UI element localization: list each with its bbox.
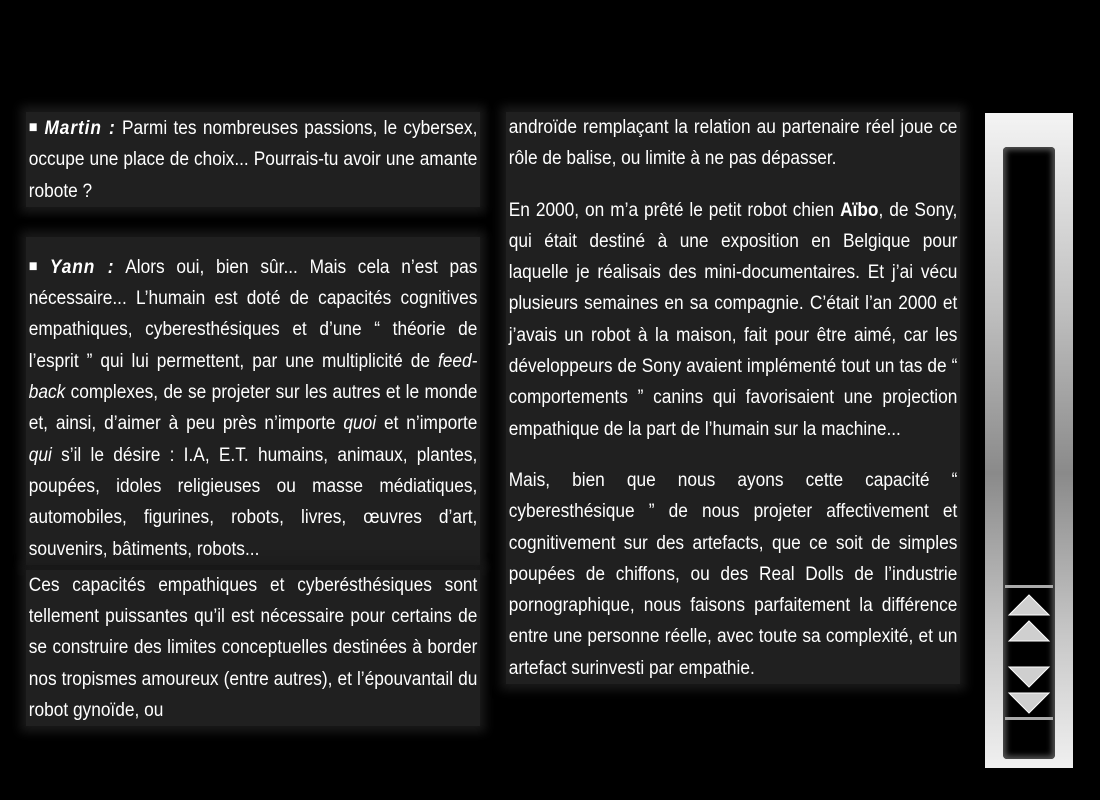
left-text-column bbox=[26, 112, 480, 726]
speaker-martin: Martin : bbox=[44, 118, 116, 139]
right-paragraph-2 bbox=[509, 195, 958, 445]
scroll-top-icon bbox=[1007, 593, 1051, 617]
scroll-down-icon bbox=[1007, 665, 1051, 689]
bullet-square-icon: ■ bbox=[28, 119, 40, 136]
answer-em-feedback: feed-back bbox=[28, 350, 478, 404]
scroll-bottom-line bbox=[1005, 717, 1053, 720]
answer-text-3: et n’importe bbox=[383, 413, 478, 435]
right-paragraph-1: androïde remplaçant la relation au partenaire réel joue ce rôle de balise, ou limite à ne pas dépasser. bbox=[508, 117, 958, 170]
answer-block bbox=[26, 237, 480, 565]
scroll-bottom-icon bbox=[1007, 691, 1051, 715]
answer-text-2: complexes, de se projeter sur les autres et le monde et, ainsi, d’aimer à peu près n’importe bbox=[28, 382, 478, 435]
aibo-name: Aïbo bbox=[840, 199, 879, 221]
scroll-up-icon bbox=[1007, 619, 1051, 643]
answer-text-1: Alors oui, bien sûr... Mais cela n’est pas nécessaire... L’humain est doté de capacités cognitives empathiques, cyberesthésiques et d’une “ théorie de l’esprit ” qui lui permettent, par une multiplicité de bbox=[28, 256, 478, 372]
right-paragraph-3: Mais, bien que nous ayons cette capacité “ cyberesthésique ” de nous projeter affectivement et cognitivement sur des artefacts, que ce soit de simples poupées de chiffons, ou des Real Dolls de l’industrie pornographique, nous faisons parfaitement la différence entre une personne réelle, avec toute sa complexité, et un artefact surinvesti par empathie. bbox=[508, 469, 958, 679]
paragraph-block bbox=[26, 570, 480, 726]
scroll-down-button[interactable] bbox=[1007, 665, 1051, 689]
question-block bbox=[26, 112, 480, 207]
question-paragraph bbox=[29, 112, 478, 207]
right-p2-text-b: , de Sony, qui était destiné à une exposition en Belgique pour laquelle je réalisais des mini-documentaires. Et j’ai vécu plusieurs semaines en sa compagnie. C’était l’an 2000 et j’avais un robot à la maison, fait pour être aimé, car les développeurs de Sony avaient implémenté tout un tas de “ comportements ” canins qui favorisaient une projection empathique de la part de l’humain sur la machine... bbox=[508, 199, 958, 440]
right-text-block bbox=[506, 112, 960, 684]
question-text: Parmi tes nombreuses passions, le cybersex, occupe une place de choix... Pourrais-tu avoir une amante robote ? bbox=[28, 118, 478, 202]
scroll-top-line bbox=[1005, 585, 1053, 588]
scroll-up-button[interactable] bbox=[1007, 619, 1051, 643]
answer-paragraph bbox=[29, 251, 478, 565]
speaker-yann: Yann : bbox=[49, 256, 115, 278]
right-text-column bbox=[506, 112, 960, 684]
right-p2-text-a: En 2000, on m’a prêté le petit robot chien bbox=[508, 199, 835, 221]
answer-text-4: s’il le désire : I.A, E.T. humains, animaux, plantes, poupées, idoles religieuses ou masse médiatiques, automobiles, figurines, robots, livres, œuvres d’art, souvenirs, bâtiments, robots... bbox=[28, 444, 478, 560]
left-paragraph-3: Ces capacités empathiques et cyberésthésiques sont tellement puissantes qu’il est nécessaire pour certains de se construire des limites conceptuelles destinées à border nos tropismes amoureux (entre autres), et l’épouvantail du robot gynoïde, ou bbox=[28, 574, 478, 722]
bullet-square-icon: ■ bbox=[28, 257, 45, 275]
scroll-top-button[interactable] bbox=[1007, 593, 1051, 617]
answer-em-quoi: quoi bbox=[343, 413, 377, 435]
scroll-bottom-button[interactable] bbox=[1007, 691, 1051, 715]
answer-em-qui: qui bbox=[28, 444, 52, 466]
scroll-widget bbox=[985, 113, 1073, 768]
